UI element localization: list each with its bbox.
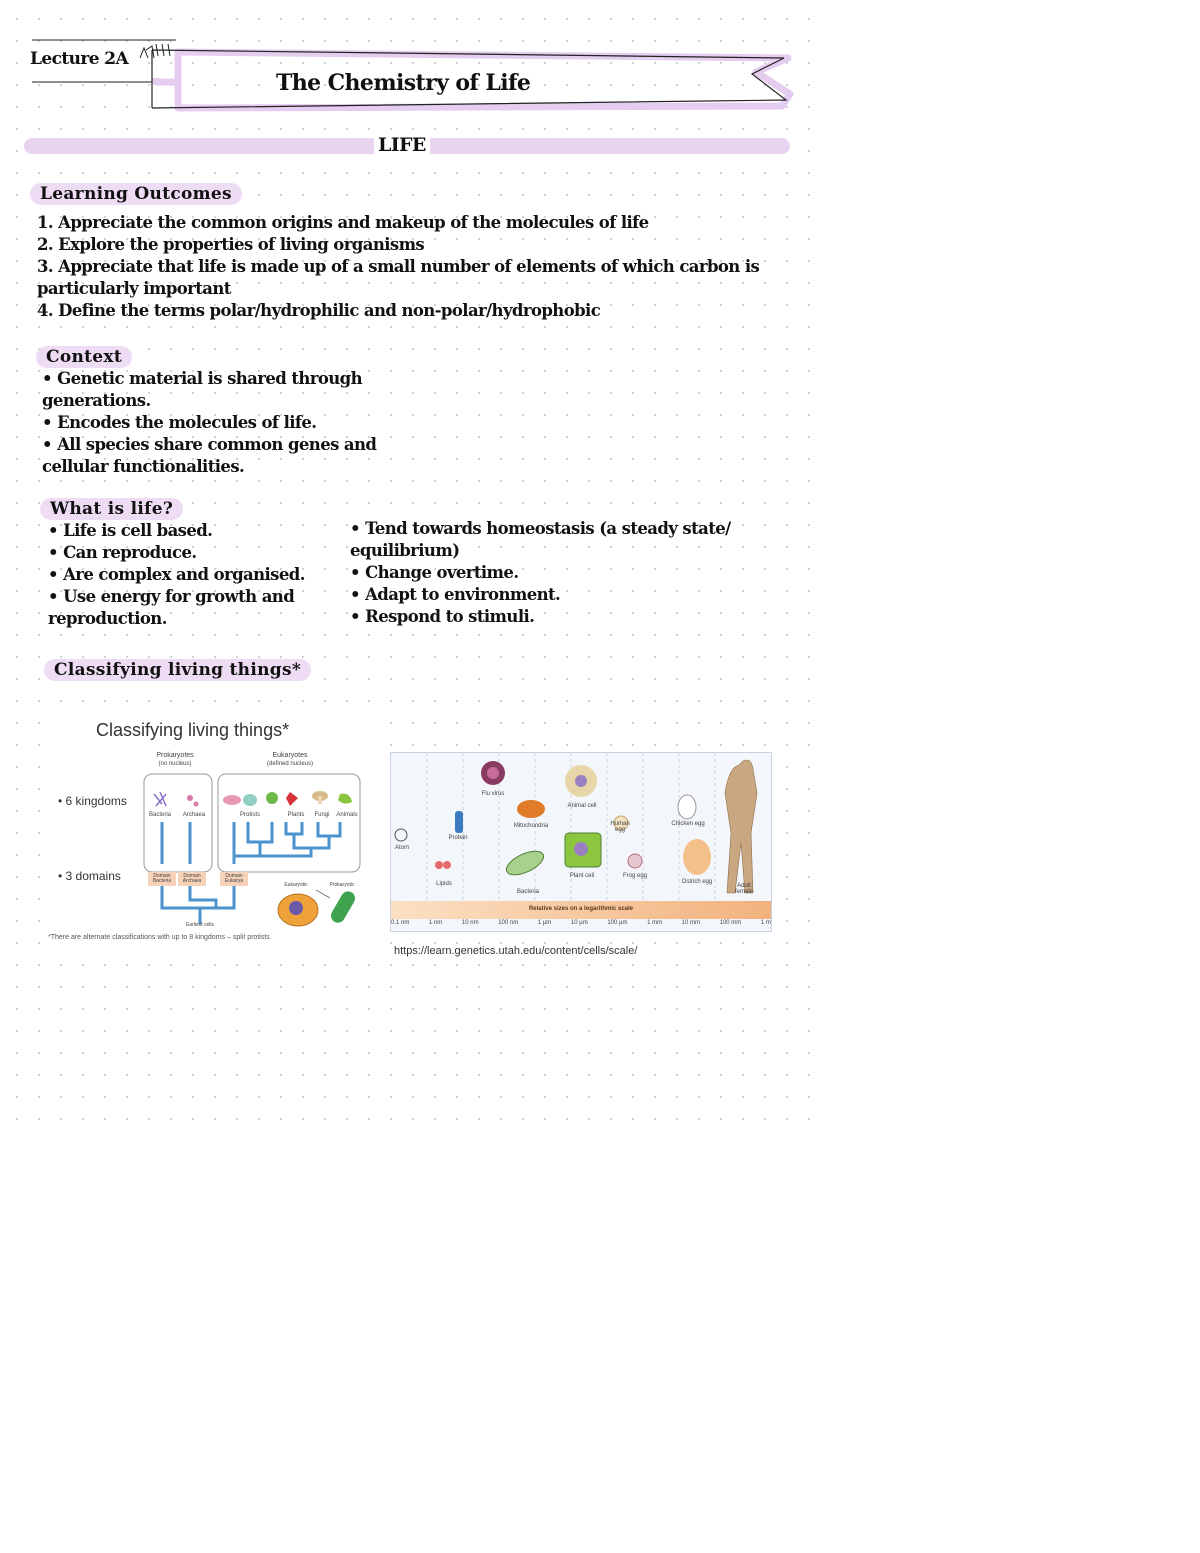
life-property: • Can reproduce.	[48, 543, 197, 562]
life-property: equilibrium)	[350, 541, 460, 560]
scale-tick: 100 mm	[719, 920, 742, 926]
kingdom-label: Plants	[287, 812, 305, 818]
classification-figure	[40, 714, 380, 946]
scale-tick: 1 m	[760, 920, 771, 926]
learning-outcomes-list	[37, 212, 797, 322]
scale-axis-bar	[391, 901, 771, 919]
scale-tick: 0.1 nm	[391, 920, 410, 926]
scale-tick: 1 mm	[647, 920, 663, 926]
domain-label: Domain Eukarya	[224, 873, 244, 884]
life-property: • Change overtime.	[350, 563, 519, 582]
kingdoms-bullet: • 6 kingdoms	[58, 794, 127, 808]
page-title: The Chemistry of Life	[276, 70, 531, 96]
life-property: • Are complex and organised.	[48, 565, 305, 584]
scale-tick: 10 nm	[461, 920, 479, 926]
eukaryotes-sub: (defined nucleus)	[266, 761, 314, 767]
earliest-cells-label: Earliest cells	[185, 922, 215, 928]
kingdom-label: Animals	[336, 812, 358, 818]
outcome-item: 2. Explore the properties of living organisms	[37, 235, 425, 254]
organism-label: Mitochondria	[513, 823, 549, 829]
classification-tree-diagram	[40, 714, 380, 946]
context-line: • All species share common genes and	[42, 435, 377, 454]
organism-label: Chicken egg	[671, 821, 705, 827]
cell-scale-figure	[390, 752, 772, 932]
domain-label: Domain Bacteria	[152, 873, 172, 884]
scale-tick: 1 µm	[537, 920, 552, 926]
life-property: • Life is cell based.	[48, 521, 213, 540]
context-line: cellular functionalities.	[42, 457, 245, 476]
outcome-item: 1. Appreciate the common origins and makeup of the molecules of life	[37, 213, 649, 232]
prokaryotes-label: Prokaryotes	[156, 752, 194, 759]
kingdom-label: Fungi	[314, 812, 330, 818]
figure-footnote: *There are alternate classifications with up to 8 kingdoms – split protists	[48, 934, 270, 941]
eukaryotes-label: Eukaryotes	[272, 752, 308, 759]
context-heading: Context	[36, 346, 132, 368]
context-line: • Genetic material is shared through	[42, 369, 362, 388]
organism-label: Human egg	[610, 821, 630, 833]
notebook-page	[0, 0, 810, 1130]
figure-title: Classifying living things*	[96, 720, 290, 740]
scale-tick: 100 µm	[607, 920, 628, 926]
kingdom-label: Archaea	[182, 812, 206, 818]
outcome-item: 4. Define the terms polar/hydrophilic and non-polar/hydrophobic	[37, 301, 601, 320]
life-property: • Tend towards homeostasis (a steady state/	[350, 519, 731, 538]
scale-tick: 1 nm	[428, 920, 443, 926]
domains-bullet: • 3 domains	[58, 869, 121, 883]
outcome-item: 3. Appreciate that life is made up of a small number of elements of which carbon is	[37, 257, 760, 276]
organism-label: Animal cell	[567, 803, 597, 809]
context-line: • Encodes the molecules of life.	[42, 413, 317, 432]
organism-label: Lipids	[436, 881, 452, 887]
life-property: • Use energy for growth and	[48, 587, 295, 606]
outcome-item: particularly important	[37, 279, 231, 298]
domain-label: Domain Archaea	[182, 873, 202, 884]
scale-tick: 10 mm	[681, 920, 701, 926]
cell-type-label: Eukaryotic	[284, 882, 308, 888]
what-is-life-right-list	[350, 518, 770, 628]
prokaryotes-sub: (no nucleus)	[158, 761, 192, 767]
organism-label: Plant cell	[569, 873, 595, 879]
cell-type-label: Prokaryotic	[329, 882, 355, 888]
lecture-label: Lecture 2A	[30, 49, 129, 69]
organism-label: Protein	[448, 835, 468, 841]
scale-tick: 10 µm	[570, 920, 588, 926]
classifying-heading: Classifying living things*	[44, 659, 311, 681]
context-list	[42, 368, 422, 478]
scale-ticks	[391, 920, 771, 926]
section-banner-life: LIFE	[374, 134, 430, 156]
organism-label: Adult female	[734, 883, 753, 895]
kingdom-label: Protists	[239, 812, 260, 818]
organism-label: Flu virus	[481, 791, 505, 797]
organism-label: Bacteria	[516, 889, 539, 895]
organism-label: Frog egg	[622, 873, 647, 879]
what-is-life-left-list	[48, 520, 338, 630]
what-is-life-heading: What is life?	[40, 498, 183, 520]
life-property: • Adapt to environment.	[350, 585, 561, 604]
kingdom-label: Bacteria	[148, 812, 171, 818]
source-url-link[interactable]: https://learn.genetics.utah.edu/content/cells/scale/	[394, 945, 638, 957]
scale-tick: 100 nm	[498, 920, 519, 926]
organism-label: Ostrich egg	[681, 879, 713, 885]
organism-label: Atom	[394, 845, 409, 851]
life-property: reproduction.	[48, 609, 167, 628]
context-line: generations.	[42, 391, 151, 410]
learning-outcomes-heading: Learning Outcomes	[30, 183, 242, 205]
scale-axis-title: Relative sizes on a logarithmic scale	[528, 906, 634, 912]
life-property: • Respond to stimuli.	[350, 607, 535, 626]
